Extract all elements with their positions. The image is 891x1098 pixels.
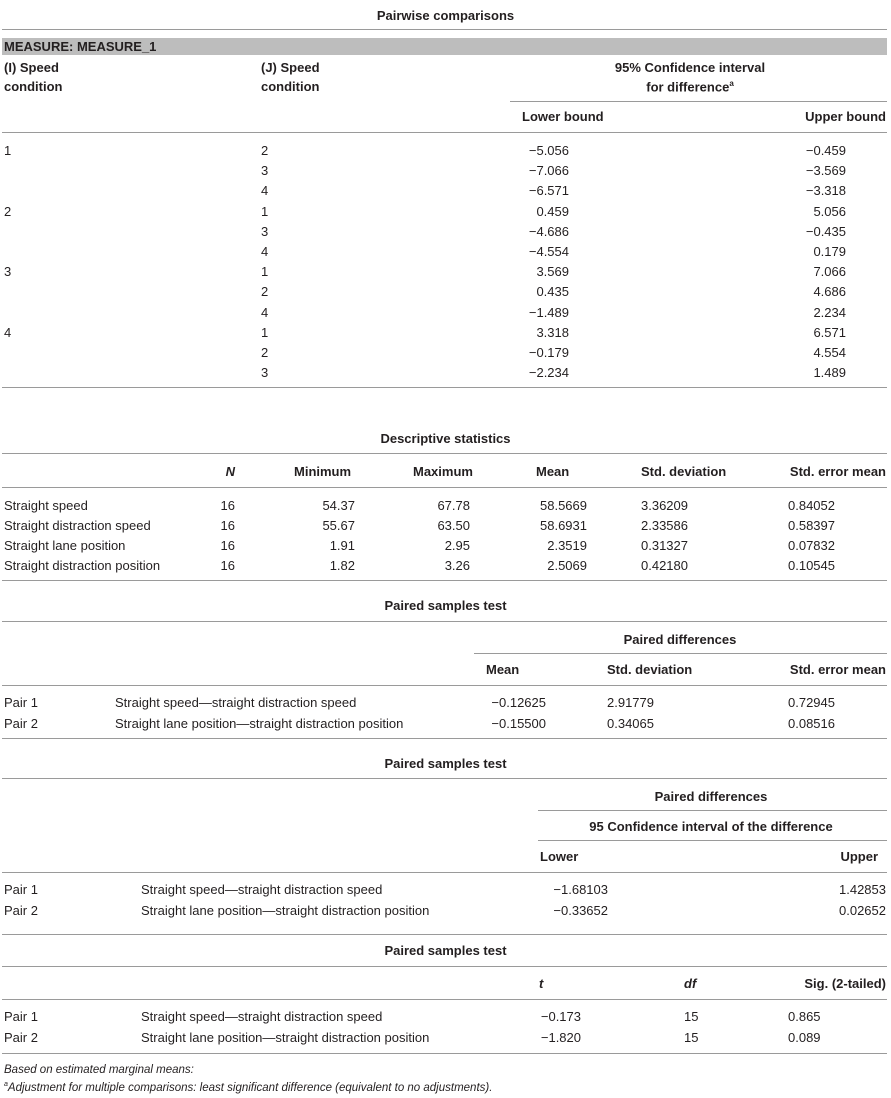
divider	[2, 685, 887, 686]
std-deviation-cell: 0.42180	[641, 558, 688, 573]
divider	[538, 840, 887, 841]
col-header-maximum: Maximum	[413, 464, 473, 479]
footnote-marker: a	[4, 1081, 8, 1088]
std-deviation-cell: 3.36209	[641, 498, 688, 513]
speed-j-cell: 3	[261, 163, 269, 179]
t-cell: −1.820	[540, 1030, 581, 1045]
upper-bound-header: Upper bound	[805, 109, 886, 124]
col-header-mean: Mean	[486, 662, 520, 677]
divider	[2, 872, 887, 873]
lower-bound-cell: −6.571	[528, 183, 569, 199]
std-deviation-cell: 0.34065	[607, 716, 654, 731]
std-error-mean-cell: 0.10545	[788, 558, 835, 573]
std-error-mean-cell: 0.58397	[788, 518, 835, 533]
std-deviation-cell: 0.31327	[641, 538, 688, 553]
table-title: Paired samples test	[384, 598, 507, 613]
upper-bound-cell: 2.234	[813, 304, 846, 320]
pair-description: Straight lane position—straight distraction position	[141, 903, 430, 918]
pair-label: Pair 2	[4, 1030, 38, 1045]
divider	[2, 778, 887, 779]
ci-header: 95% Confidence interval	[614, 60, 766, 75]
std-deviation-cell: 2.91779	[607, 695, 654, 710]
lower-bound-cell: 0.459	[536, 203, 569, 219]
mean-cell: 2.3519	[547, 538, 587, 553]
speed-j-cell: 3	[261, 223, 269, 239]
col-header-upper: Upper	[840, 849, 878, 864]
upper-bound-cell: −3.569	[805, 163, 846, 179]
maximum-cell: 63.50	[437, 518, 470, 533]
maximum-cell: 2.95	[444, 538, 470, 553]
speed-i-cell: 1	[4, 143, 12, 158]
col-header-std-error-mean: Std. error mean	[789, 662, 886, 677]
row-label: Straight distraction speed	[4, 518, 151, 533]
pair-description: Straight lane position—straight distraction position	[141, 1030, 430, 1045]
ci-header-text: for difference	[646, 79, 730, 95]
col-header-std-error-mean: Std. error mean	[789, 464, 886, 479]
divider	[2, 453, 887, 454]
upper-bound-cell: −0.435	[805, 223, 846, 239]
paired-differences-header: Paired differences	[623, 632, 737, 647]
pair-description: Straight lane position—straight distraction position	[115, 716, 404, 731]
speed-j-cell: 4	[261, 244, 269, 259]
upper-bound-cell: 4.686	[813, 284, 846, 300]
divider	[538, 810, 887, 811]
upper-bound-cell: 4.554	[813, 345, 846, 360]
pair-description: Straight speed—straight distraction speed	[141, 1009, 383, 1024]
upper-bound-cell: 1.489	[813, 365, 846, 381]
divider	[2, 999, 887, 1000]
lower-bound-cell: −4.554	[528, 244, 569, 259]
speed-j-cell: 4	[261, 183, 269, 199]
std-error-mean-cell: 0.84052	[788, 498, 835, 513]
divider	[2, 966, 887, 967]
t-cell: −0.173	[540, 1009, 581, 1024]
pair-label: Pair 2	[4, 903, 38, 918]
speed-j-cell: 1	[261, 203, 269, 219]
row-label: Straight lane position	[4, 538, 126, 553]
divider	[2, 1053, 887, 1054]
ci-difference-header: 95 Confidence interval of the difference	[589, 819, 833, 834]
table-title: Paired samples test	[384, 756, 507, 771]
col-header-df: df	[684, 976, 697, 991]
speed-j-cell: 1	[261, 324, 269, 340]
divider	[2, 934, 887, 935]
measure-label: MEASURE: MEASURE_1	[4, 39, 157, 54]
mean-cell: 2.5069	[547, 558, 587, 573]
upper-bound-cell: 7.066	[813, 264, 846, 280]
col-header-i: condition	[4, 79, 63, 94]
pair-label: Pair 1	[4, 882, 38, 897]
speed-j-cell: 4	[261, 304, 269, 320]
divider	[2, 738, 887, 739]
n-cell: 16	[220, 518, 235, 533]
std-error-mean-cell: 0.72945	[788, 695, 835, 710]
mean-cell: −0.15500	[491, 716, 546, 731]
col-header-std-deviation: Std. deviation	[641, 464, 727, 479]
footnote-marginal-means: Based on estimated marginal means:	[4, 1064, 194, 1076]
maximum-cell: 67.78	[437, 498, 470, 513]
footnote-text: Adjustment for multiple comparisons: least significant difference (equivalent to no adjustments).	[7, 1081, 493, 1094]
ci-header	[560, 79, 820, 94]
minimum-cell: 54.37	[322, 498, 355, 513]
divider	[2, 29, 887, 30]
pair-description: Straight speed—straight distraction speed	[141, 882, 383, 897]
upper-bound-cell: 6.571	[813, 324, 846, 340]
minimum-cell: 1.82	[329, 558, 355, 573]
upper-bound-cell: 0.179	[813, 244, 846, 259]
speed-i-cell: 3	[4, 264, 12, 280]
col-header-minimum: Minimum	[294, 464, 352, 479]
mean-cell: 58.6931	[540, 518, 587, 533]
footnote-marker: a	[729, 79, 734, 88]
col-header-j: (J) Speed	[261, 60, 320, 75]
speed-j-cell: 2	[261, 345, 269, 360]
df-cell: 15	[684, 1009, 699, 1024]
n-cell: 16	[220, 538, 235, 553]
sig-cell: 0.865	[788, 1009, 821, 1024]
col-header-mean: Mean	[536, 464, 570, 479]
std-deviation-cell: 2.33586	[641, 518, 688, 533]
n-cell: 16	[220, 558, 235, 573]
sig-cell: 0.089	[788, 1030, 821, 1045]
mean-cell: −0.12625	[491, 695, 546, 710]
footnote-adjustment	[4, 1081, 492, 1094]
mean-cell: 58.5669	[540, 498, 587, 513]
table-title: Descriptive statistics	[380, 431, 511, 446]
lower-bound-header: Lower bound	[522, 109, 604, 124]
lower-bound-cell: 3.569	[536, 264, 569, 280]
col-header-i: (I) Speed	[4, 60, 59, 75]
speed-j-cell: 2	[261, 143, 269, 158]
lower-cell: −1.68103	[553, 882, 608, 897]
upper-bound-cell: −3.318	[805, 183, 846, 199]
col-header-lower: Lower	[540, 849, 579, 864]
upper-cell: 1.42853	[839, 882, 886, 897]
lower-bound-cell: −0.179	[528, 345, 569, 360]
lower-cell: −0.33652	[553, 903, 608, 918]
df-cell: 15	[684, 1030, 699, 1045]
divider	[474, 653, 887, 654]
divider	[2, 387, 887, 388]
minimum-cell: 55.67	[322, 518, 355, 533]
divider	[2, 580, 887, 581]
row-label: Straight distraction position	[4, 558, 161, 573]
lower-bound-cell: −2.234	[528, 365, 569, 381]
speed-j-cell: 3	[261, 365, 269, 381]
upper-bound-cell: −0.459	[805, 143, 846, 158]
paired-differences-header: Paired differences	[654, 789, 768, 804]
lower-bound-cell: 0.435	[536, 284, 569, 300]
minimum-cell: 1.91	[329, 538, 355, 553]
pair-label: Pair 1	[4, 695, 38, 710]
pair-label: Pair 1	[4, 1009, 38, 1024]
upper-bound-cell: 5.056	[813, 203, 846, 219]
pair-label: Pair 2	[4, 716, 38, 731]
speed-i-cell: 4	[4, 324, 12, 340]
table-title: Pairwise comparisons	[376, 8, 515, 23]
speed-j-cell: 1	[261, 264, 269, 280]
lower-bound-cell: −5.056	[528, 143, 569, 158]
std-error-mean-cell: 0.07832	[788, 538, 835, 553]
divider	[510, 101, 887, 102]
std-error-mean-cell: 0.08516	[788, 716, 835, 731]
divider	[2, 132, 887, 133]
col-header-j: condition	[261, 79, 320, 94]
lower-bound-cell: −4.686	[528, 223, 569, 239]
lower-bound-cell: −1.489	[528, 304, 569, 320]
lower-bound-cell: 3.318	[536, 324, 569, 340]
speed-j-cell: 2	[261, 284, 269, 300]
col-header-sig: Sig. (2-tailed)	[804, 976, 886, 991]
divider	[2, 487, 887, 488]
maximum-cell: 3.26	[444, 558, 470, 573]
col-header-t: t	[539, 976, 544, 991]
col-header-std-deviation: Std. deviation	[607, 662, 693, 677]
divider	[2, 621, 887, 622]
lower-bound-cell: −7.066	[528, 163, 569, 179]
table-title: Paired samples test	[384, 943, 507, 958]
upper-cell: 0.02652	[839, 903, 886, 918]
speed-i-cell: 2	[4, 203, 12, 219]
row-label: Straight speed	[4, 498, 88, 513]
col-header-n: N	[225, 464, 235, 479]
n-cell: 16	[220, 498, 235, 513]
pair-description: Straight speed—straight distraction speed	[115, 695, 357, 710]
